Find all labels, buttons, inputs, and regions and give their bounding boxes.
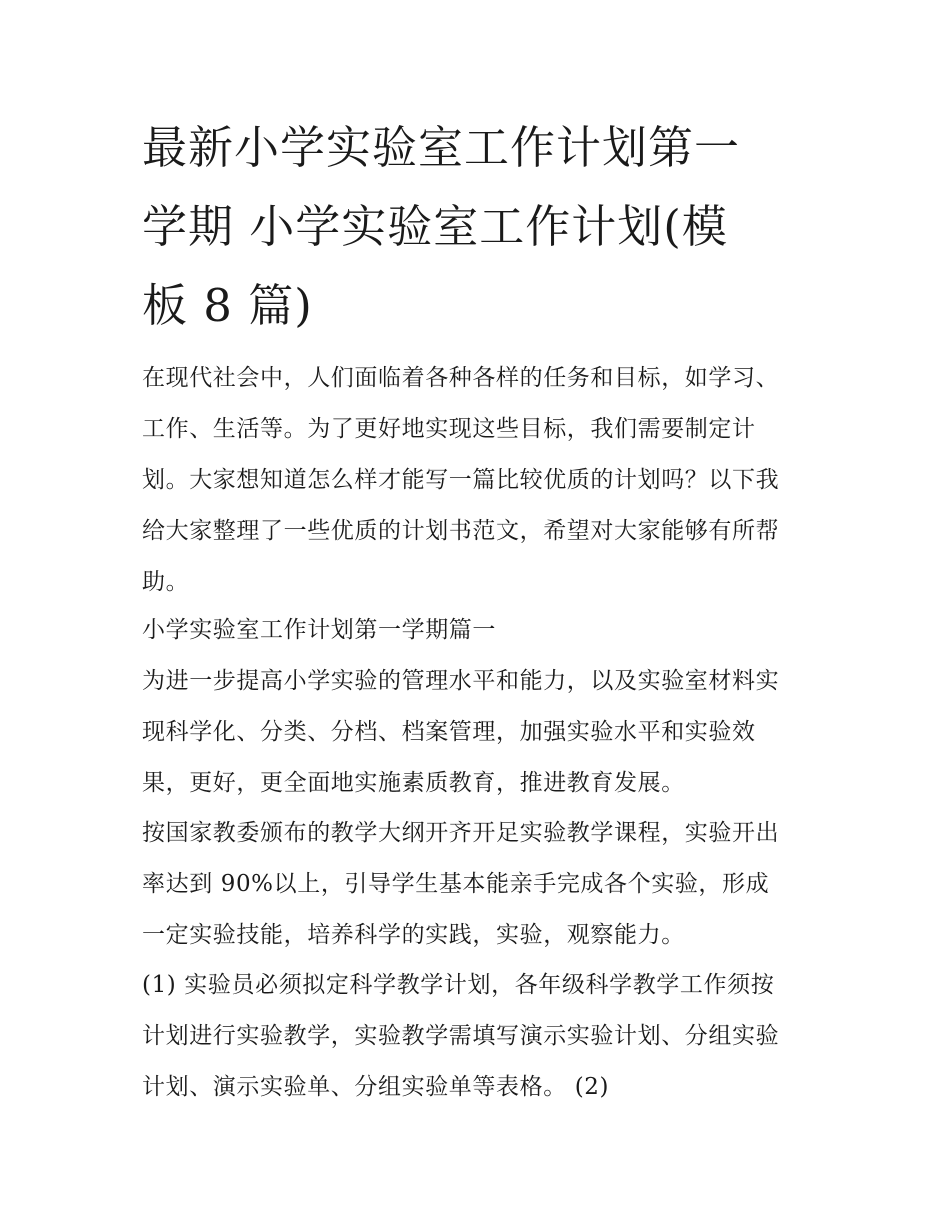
title-line: 板 8 篇) xyxy=(142,279,313,332)
paragraph-requirements xyxy=(142,960,814,1113)
text-line: 划。大家想知道怎么样才能写一篇比较优质的计划吗？以下我 xyxy=(142,467,780,493)
title-line: 最新小学实验室工作计划第一 xyxy=(142,121,741,174)
text-line: 果，更好，更全面地实施素质教育，推进教育发展。 xyxy=(142,770,685,796)
document-title xyxy=(142,108,822,345)
intro-paragraph xyxy=(142,353,814,608)
text-line: 计划进行实验教学，实验教学需填写演示实验计划、分组实验 xyxy=(142,1023,780,1049)
section-heading: 小学实验室工作计划第一学期篇一 xyxy=(142,617,496,643)
text-line: 一定实验技能，培养科学的实践，实验，观察能力。 xyxy=(142,922,685,948)
text-line: 给大家整理了一些优质的计划书范文，希望对大家能够有所帮 xyxy=(142,518,780,544)
paragraph-curriculum xyxy=(142,808,814,961)
text-line: (1) 实验员必须拟定科学教学计划，各年级科学教学工作须按 xyxy=(142,972,775,998)
paragraph-goals xyxy=(142,656,814,809)
text-line: 在现代社会中，人们面临着各种各样的任务和目标，如学习、 xyxy=(142,365,780,391)
text-line: 为进一步提高小学实验的管理水平和能力，以及实验室材料实 xyxy=(142,668,780,694)
text-line: 率达到 90%以上，引导学生基本能亲手完成各个实验，形成 xyxy=(142,871,770,897)
text-line: 助。 xyxy=(142,569,190,595)
text-line: 按国家教委颁布的教学大纲开齐开足实验教学课程，实验开出 xyxy=(142,820,780,846)
text-line: 工作、生活等。为了更好地实现这些目标，我们需要制定计 xyxy=(142,416,756,442)
text-line: 现科学化、分类、分档、档案管理，加强实验水平和实验效 xyxy=(142,719,756,745)
text-line: 计划、演示实验单、分组实验单等表格。 (2) xyxy=(142,1074,610,1100)
title-line: 学期 小学实验室工作计划(模 xyxy=(142,200,728,253)
